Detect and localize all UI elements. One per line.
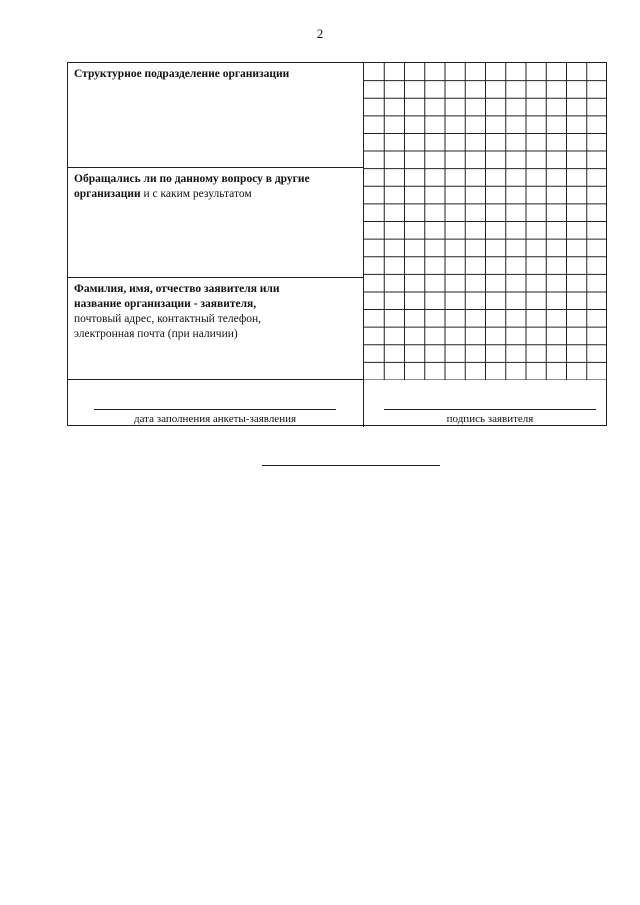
row-applicant-label-4: электронная почта (при наличии) <box>74 328 238 340</box>
page-number: 2 <box>316 26 324 41</box>
row-applicant-label-2: название организации - заявителя, <box>74 298 257 310</box>
application-form-table <box>67 62 607 426</box>
character-grid[interactable] <box>364 63 607 380</box>
row-structural-unit-label: Структурное подразделение организации <box>74 68 290 80</box>
row-other-organizations-label-2: организации <box>74 188 141 200</box>
row-applicant-details[interactable] <box>68 278 363 380</box>
date-caption: дата заполнения анкеты-заявления <box>133 413 297 425</box>
row-applicant-label-1: Фамилия, имя, отчество заявителя или <box>74 283 280 295</box>
signature-caption: подпись заявителя <box>446 413 534 425</box>
closing-rule <box>262 465 440 466</box>
signature-line[interactable] <box>384 409 596 410</box>
date-line[interactable] <box>94 409 336 410</box>
row-other-organizations-label-3: и с каким результатом <box>140 188 252 200</box>
row-other-organizations[interactable] <box>68 168 363 278</box>
row-applicant-label-3: почтовый адрес, контактный телефон, <box>74 313 262 325</box>
row-structural-unit[interactable] <box>68 63 363 168</box>
row-other-organizations-label-1: Обращались ли по данному вопросу в другие <box>74 173 310 185</box>
